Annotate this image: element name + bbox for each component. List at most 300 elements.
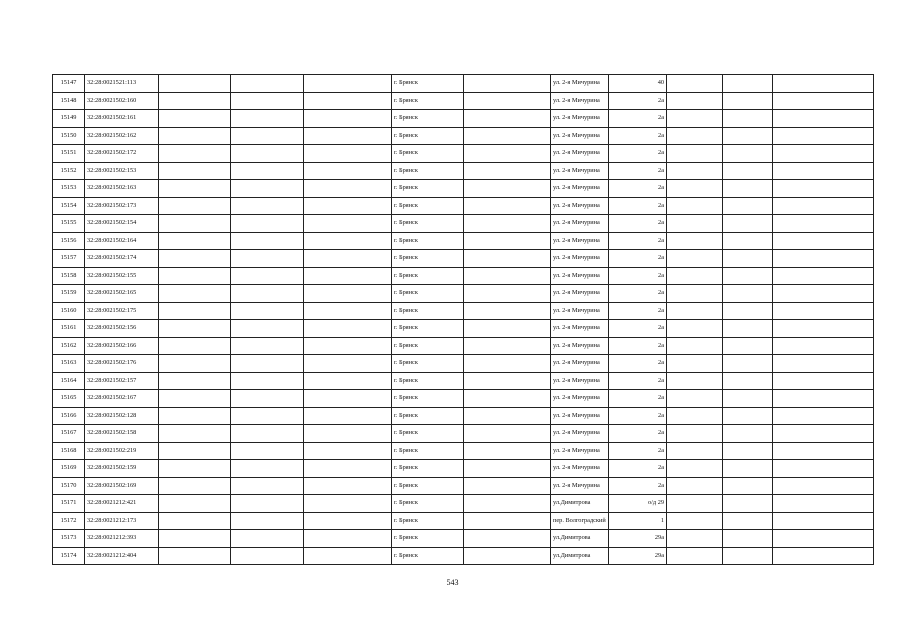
empty-cell	[723, 145, 773, 163]
city-cell: г. Брянск	[392, 250, 464, 268]
empty-cell	[304, 215, 392, 233]
empty-cell	[667, 197, 723, 215]
city-cell: г. Брянск	[392, 547, 464, 565]
house-number-cell: 2а	[609, 442, 667, 460]
empty-cell	[231, 302, 304, 320]
empty-cell	[231, 92, 304, 110]
table-row	[53, 92, 874, 110]
house-number-cell: 2а	[609, 92, 667, 110]
street-cell: ул. 2-я Мичурина	[551, 442, 609, 460]
street-cell: ул. 2-я Мичурина	[551, 127, 609, 145]
empty-cell	[159, 337, 231, 355]
row-number-cell: 15153	[53, 180, 85, 198]
empty-cell	[773, 267, 874, 285]
empty-cell	[773, 495, 874, 513]
empty-cell	[159, 145, 231, 163]
empty-cell	[723, 460, 773, 478]
house-number-cell: 2а	[609, 110, 667, 128]
cadastral-number-cell: 32:28:0021502:155	[85, 267, 159, 285]
empty-cell	[464, 442, 551, 460]
cadastral-number-cell: 32:28:0021212:421	[85, 495, 159, 513]
row-number-cell: 15160	[53, 302, 85, 320]
empty-cell	[464, 180, 551, 198]
empty-cell	[304, 355, 392, 373]
street-cell: ул. 2-я Мичурина	[551, 267, 609, 285]
table-row	[53, 337, 874, 355]
empty-cell	[304, 390, 392, 408]
table-row	[53, 512, 874, 530]
cadastral-number-cell: 32:28:0021502:160	[85, 92, 159, 110]
empty-cell	[464, 302, 551, 320]
empty-cell	[231, 460, 304, 478]
empty-cell	[723, 215, 773, 233]
empty-cell	[464, 320, 551, 338]
empty-cell	[304, 75, 392, 93]
street-cell: ул. 2-я Мичурина	[551, 75, 609, 93]
city-cell: г. Брянск	[392, 390, 464, 408]
empty-cell	[773, 302, 874, 320]
empty-cell	[159, 285, 231, 303]
row-number-cell: 15151	[53, 145, 85, 163]
empty-cell	[723, 355, 773, 373]
cadastral-number-cell: 32:28:0021502:175	[85, 302, 159, 320]
registry-table	[52, 74, 874, 565]
empty-cell	[773, 180, 874, 198]
empty-cell	[231, 145, 304, 163]
empty-cell	[159, 390, 231, 408]
table-row	[53, 302, 874, 320]
empty-cell	[723, 512, 773, 530]
empty-cell	[773, 215, 874, 233]
house-number-cell: 2а	[609, 145, 667, 163]
empty-cell	[231, 512, 304, 530]
empty-cell	[304, 302, 392, 320]
empty-cell	[773, 75, 874, 93]
street-cell: ул. 2-я Мичурина	[551, 215, 609, 233]
empty-cell	[231, 355, 304, 373]
empty-cell	[231, 547, 304, 565]
row-number-cell: 15152	[53, 162, 85, 180]
empty-cell	[304, 425, 392, 443]
cadastral-number-cell: 32:28:0021502:164	[85, 232, 159, 250]
empty-cell	[723, 302, 773, 320]
street-cell: ул. 2-я Мичурина	[551, 337, 609, 355]
empty-cell	[464, 232, 551, 250]
empty-cell	[159, 425, 231, 443]
row-number-cell: 15155	[53, 215, 85, 233]
empty-cell	[723, 530, 773, 548]
empty-cell	[464, 372, 551, 390]
house-number-cell: 1	[609, 512, 667, 530]
city-cell: г. Брянск	[392, 355, 464, 373]
house-number-cell: 2а	[609, 232, 667, 250]
empty-cell	[667, 407, 723, 425]
empty-cell	[159, 320, 231, 338]
house-number-cell: 29а	[609, 530, 667, 548]
city-cell: г. Брянск	[392, 267, 464, 285]
empty-cell	[773, 232, 874, 250]
street-cell: ул. 2-я Мичурина	[551, 477, 609, 495]
city-cell: г. Брянск	[392, 232, 464, 250]
row-number-cell: 15150	[53, 127, 85, 145]
house-number-cell: 2а	[609, 285, 667, 303]
empty-cell	[773, 92, 874, 110]
empty-cell	[159, 512, 231, 530]
row-number-cell: 15149	[53, 110, 85, 128]
table-row	[53, 372, 874, 390]
street-cell: ул. 2-я Мичурина	[551, 302, 609, 320]
table-row	[53, 215, 874, 233]
empty-cell	[231, 75, 304, 93]
empty-cell	[723, 337, 773, 355]
empty-cell	[723, 407, 773, 425]
empty-cell	[773, 477, 874, 495]
empty-cell	[304, 460, 392, 478]
empty-cell	[231, 215, 304, 233]
city-cell: г. Брянск	[392, 320, 464, 338]
empty-cell	[773, 145, 874, 163]
table-row	[53, 145, 874, 163]
empty-cell	[723, 372, 773, 390]
city-cell: г. Брянск	[392, 127, 464, 145]
empty-cell	[304, 267, 392, 285]
cadastral-number-cell: 32:28:0021502:154	[85, 215, 159, 233]
house-number-cell: 2а	[609, 390, 667, 408]
table-row	[53, 250, 874, 268]
house-number-cell: 2а	[609, 460, 667, 478]
empty-cell	[667, 495, 723, 513]
empty-cell	[773, 547, 874, 565]
street-cell: ул.Димитрова	[551, 495, 609, 513]
empty-cell	[667, 162, 723, 180]
table-row	[53, 180, 874, 198]
empty-cell	[159, 232, 231, 250]
cadastral-number-cell: 32:28:0021502:174	[85, 250, 159, 268]
empty-cell	[231, 320, 304, 338]
empty-cell	[667, 530, 723, 548]
empty-cell	[464, 390, 551, 408]
empty-cell	[773, 320, 874, 338]
empty-cell	[464, 75, 551, 93]
house-number-cell: 2а	[609, 250, 667, 268]
empty-cell	[159, 197, 231, 215]
empty-cell	[304, 442, 392, 460]
empty-cell	[464, 110, 551, 128]
empty-cell	[159, 162, 231, 180]
empty-cell	[723, 320, 773, 338]
house-number-cell: 2а	[609, 407, 667, 425]
empty-cell	[159, 250, 231, 268]
house-number-cell: 2а	[609, 337, 667, 355]
cadastral-number-cell: 32:28:0021502:173	[85, 197, 159, 215]
table-row	[53, 75, 874, 93]
empty-cell	[231, 267, 304, 285]
empty-cell	[667, 442, 723, 460]
row-number-cell: 15159	[53, 285, 85, 303]
empty-cell	[231, 495, 304, 513]
empty-cell	[304, 145, 392, 163]
empty-cell	[464, 337, 551, 355]
empty-cell	[464, 267, 551, 285]
table-row	[53, 232, 874, 250]
house-number-cell: 40	[609, 75, 667, 93]
street-cell: ул. 2-я Мичурина	[551, 285, 609, 303]
empty-cell	[159, 92, 231, 110]
empty-cell	[667, 110, 723, 128]
cadastral-number-cell: 32:28:0021502:162	[85, 127, 159, 145]
empty-cell	[304, 110, 392, 128]
empty-cell	[231, 390, 304, 408]
empty-cell	[464, 425, 551, 443]
street-cell: ул. 2-я Мичурина	[551, 197, 609, 215]
empty-cell	[723, 477, 773, 495]
row-number-cell: 15161	[53, 320, 85, 338]
house-number-cell: 2а	[609, 355, 667, 373]
city-cell: г. Брянск	[392, 442, 464, 460]
empty-cell	[773, 425, 874, 443]
row-number-cell: 15147	[53, 75, 85, 93]
empty-cell	[159, 477, 231, 495]
empty-cell	[159, 110, 231, 128]
house-number-cell: 2а	[609, 215, 667, 233]
empty-cell	[773, 197, 874, 215]
empty-cell	[667, 267, 723, 285]
city-cell: г. Брянск	[392, 75, 464, 93]
empty-cell	[231, 110, 304, 128]
empty-cell	[304, 180, 392, 198]
empty-cell	[304, 162, 392, 180]
empty-cell	[304, 512, 392, 530]
city-cell: г. Брянск	[392, 162, 464, 180]
empty-cell	[304, 92, 392, 110]
city-cell: г. Брянск	[392, 530, 464, 548]
house-number-cell: 2а	[609, 197, 667, 215]
row-number-cell: 15170	[53, 477, 85, 495]
city-cell: г. Брянск	[392, 337, 464, 355]
house-number-cell: 2а	[609, 425, 667, 443]
street-cell: ул. 2-я Мичурина	[551, 162, 609, 180]
table-row	[53, 425, 874, 443]
empty-cell	[723, 390, 773, 408]
city-cell: г. Брянск	[392, 145, 464, 163]
empty-cell	[773, 355, 874, 373]
empty-cell	[231, 530, 304, 548]
empty-cell	[464, 162, 551, 180]
city-cell: г. Брянск	[392, 512, 464, 530]
cadastral-number-cell: 32:28:0021502:159	[85, 460, 159, 478]
empty-cell	[667, 92, 723, 110]
cadastral-number-cell: 32:28:0021502:165	[85, 285, 159, 303]
empty-cell	[723, 180, 773, 198]
empty-cell	[304, 250, 392, 268]
row-number-cell: 15156	[53, 232, 85, 250]
empty-cell	[667, 460, 723, 478]
empty-cell	[773, 530, 874, 548]
empty-cell	[231, 425, 304, 443]
empty-cell	[773, 372, 874, 390]
empty-cell	[464, 197, 551, 215]
city-cell: г. Брянск	[392, 285, 464, 303]
empty-cell	[231, 250, 304, 268]
cadastral-number-cell: 32:28:0021502:161	[85, 110, 159, 128]
empty-cell	[667, 75, 723, 93]
city-cell: г. Брянск	[392, 425, 464, 443]
cadastral-number-cell: 32:28:0021502:172	[85, 145, 159, 163]
city-cell: г. Брянск	[392, 407, 464, 425]
street-cell: ул. 2-я Мичурина	[551, 250, 609, 268]
empty-cell	[159, 442, 231, 460]
empty-cell	[231, 407, 304, 425]
city-cell: г. Брянск	[392, 495, 464, 513]
table-body	[53, 75, 874, 565]
house-number-cell: 2а	[609, 372, 667, 390]
row-number-cell: 15172	[53, 512, 85, 530]
cadastral-number-cell: 32:28:0021502:169	[85, 477, 159, 495]
empty-cell	[667, 232, 723, 250]
house-number-cell: 2а	[609, 180, 667, 198]
city-cell: г. Брянск	[392, 302, 464, 320]
empty-cell	[723, 110, 773, 128]
row-number-cell: 15169	[53, 460, 85, 478]
empty-cell	[667, 355, 723, 373]
empty-cell	[159, 460, 231, 478]
empty-cell	[667, 250, 723, 268]
street-cell: ул. 2-я Мичурина	[551, 355, 609, 373]
empty-cell	[304, 320, 392, 338]
empty-cell	[667, 425, 723, 443]
row-number-cell: 15173	[53, 530, 85, 548]
city-cell: г. Брянск	[392, 110, 464, 128]
house-number-cell: 29а	[609, 547, 667, 565]
row-number-cell: 15154	[53, 197, 85, 215]
row-number-cell: 15168	[53, 442, 85, 460]
empty-cell	[464, 355, 551, 373]
empty-cell	[773, 250, 874, 268]
table-row	[53, 320, 874, 338]
street-cell: ул. 2-я Мичурина	[551, 320, 609, 338]
cadastral-number-cell: 32:28:0021502:153	[85, 162, 159, 180]
empty-cell	[464, 460, 551, 478]
street-cell: ул.Димитрова	[551, 530, 609, 548]
street-cell: ул. 2-я Мичурина	[551, 92, 609, 110]
row-number-cell: 15165	[53, 390, 85, 408]
empty-cell	[304, 530, 392, 548]
empty-cell	[464, 495, 551, 513]
empty-cell	[723, 232, 773, 250]
street-cell: ул. 2-я Мичурина	[551, 425, 609, 443]
street-cell: ул. 2-я Мичурина	[551, 460, 609, 478]
table-row	[53, 390, 874, 408]
empty-cell	[723, 127, 773, 145]
table-row	[53, 110, 874, 128]
city-cell: г. Брянск	[392, 180, 464, 198]
empty-cell	[667, 477, 723, 495]
empty-cell	[304, 477, 392, 495]
table-row	[53, 477, 874, 495]
empty-cell	[159, 267, 231, 285]
empty-cell	[773, 127, 874, 145]
house-number-cell: 2а	[609, 267, 667, 285]
empty-cell	[304, 197, 392, 215]
house-number-cell: о/д 29	[609, 495, 667, 513]
empty-cell	[723, 250, 773, 268]
cadastral-number-cell: 32:28:0021502:157	[85, 372, 159, 390]
empty-cell	[464, 250, 551, 268]
empty-cell	[773, 512, 874, 530]
empty-cell	[723, 92, 773, 110]
empty-cell	[667, 180, 723, 198]
city-cell: г. Брянск	[392, 460, 464, 478]
empty-cell	[159, 495, 231, 513]
city-cell: г. Брянск	[392, 215, 464, 233]
empty-cell	[464, 530, 551, 548]
table-row	[53, 547, 874, 565]
house-number-cell: 2а	[609, 127, 667, 145]
empty-cell	[159, 302, 231, 320]
empty-cell	[304, 337, 392, 355]
empty-cell	[773, 285, 874, 303]
street-cell: ул. 2-я Мичурина	[551, 407, 609, 425]
house-number-cell: 2а	[609, 162, 667, 180]
empty-cell	[159, 530, 231, 548]
empty-cell	[231, 180, 304, 198]
row-number-cell: 15164	[53, 372, 85, 390]
row-number-cell: 15167	[53, 425, 85, 443]
street-cell: ул. 2-я Мичурина	[551, 180, 609, 198]
empty-cell	[464, 477, 551, 495]
empty-cell	[723, 267, 773, 285]
city-cell: г. Брянск	[392, 92, 464, 110]
empty-cell	[464, 92, 551, 110]
empty-cell	[464, 547, 551, 565]
empty-cell	[304, 547, 392, 565]
empty-cell	[304, 407, 392, 425]
cadastral-number-cell: 32:28:0021502:128	[85, 407, 159, 425]
empty-cell	[723, 162, 773, 180]
empty-cell	[464, 407, 551, 425]
empty-cell	[773, 337, 874, 355]
empty-cell	[667, 285, 723, 303]
empty-cell	[723, 442, 773, 460]
empty-cell	[723, 285, 773, 303]
row-number-cell: 15171	[53, 495, 85, 513]
cadastral-number-cell: 32:28:0021521:113	[85, 75, 159, 93]
street-cell: ул. 2-я Мичурина	[551, 372, 609, 390]
table-row	[53, 127, 874, 145]
street-cell: ул. 2-я Мичурина	[551, 390, 609, 408]
street-cell: ул. 2-я Мичурина	[551, 110, 609, 128]
house-number-cell: 2а	[609, 477, 667, 495]
empty-cell	[773, 460, 874, 478]
cadastral-number-cell: 32:28:0021502:167	[85, 390, 159, 408]
cadastral-number-cell: 32:28:0021212:173	[85, 512, 159, 530]
street-cell: ул. 2-я Мичурина	[551, 232, 609, 250]
house-number-cell: 2а	[609, 320, 667, 338]
empty-cell	[464, 145, 551, 163]
cadastral-number-cell: 32:28:0021502:166	[85, 337, 159, 355]
empty-cell	[159, 372, 231, 390]
empty-cell	[231, 337, 304, 355]
table-row	[53, 285, 874, 303]
table-row	[53, 197, 874, 215]
row-number-cell: 15158	[53, 267, 85, 285]
cadastral-number-cell: 32:28:0021212:393	[85, 530, 159, 548]
empty-cell	[159, 75, 231, 93]
empty-cell	[304, 285, 392, 303]
cadastral-number-cell: 32:28:0021502:156	[85, 320, 159, 338]
row-number-cell: 15162	[53, 337, 85, 355]
empty-cell	[773, 390, 874, 408]
